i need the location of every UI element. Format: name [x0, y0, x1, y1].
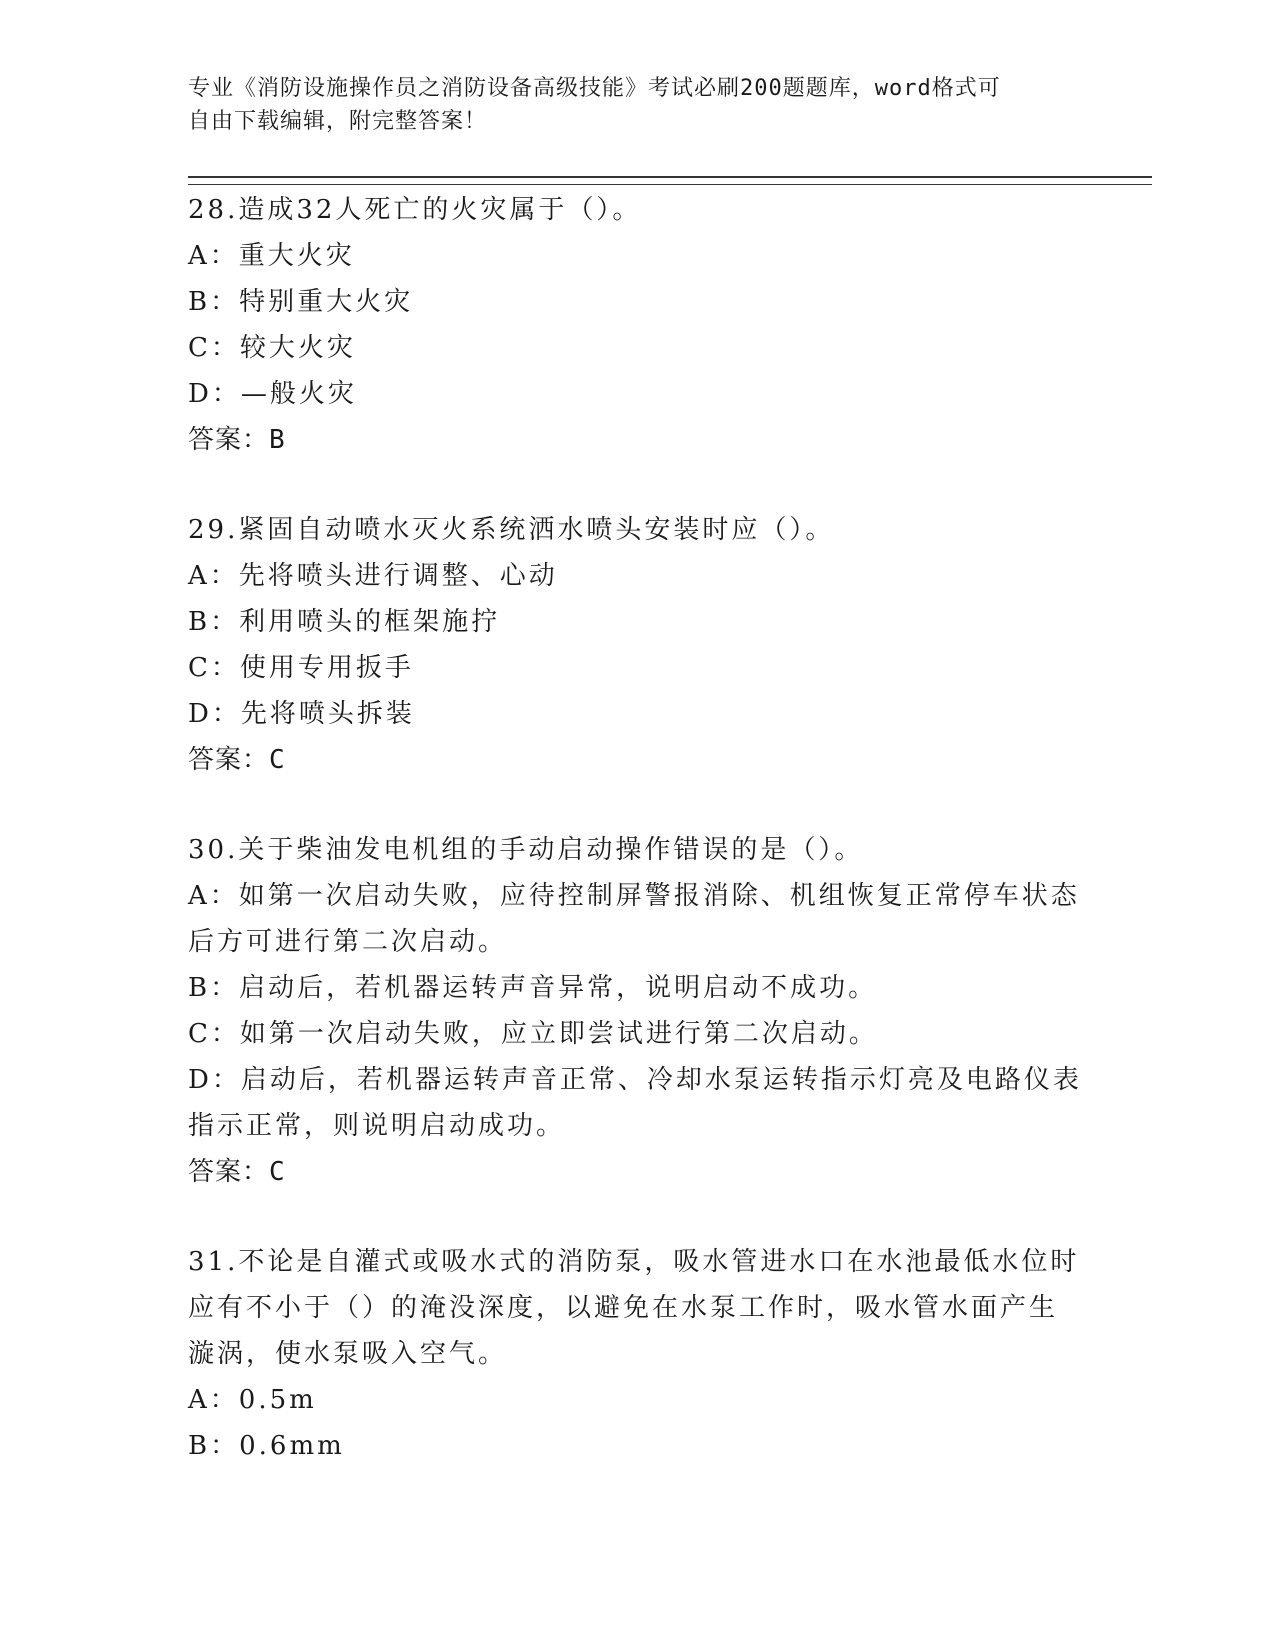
answer-line: 答案：B [188, 425, 286, 455]
question-block [188, 827, 1088, 1195]
question-stem-line: 28.造成32人死亡的火灾属于（）。 [188, 195, 642, 225]
document-header [188, 72, 1068, 138]
question-stem-line: 30.关于柴油发电机组的手动启动操作错误的是（）。 [188, 835, 864, 865]
option-line: D：先将喷头拆装 [188, 699, 415, 729]
option-line: 指示正常，则说明启动成功。 [188, 1111, 566, 1141]
question-block [188, 187, 1088, 463]
option-line: C：较大火灾 [188, 333, 356, 363]
question-stem-line: 31.不论是自灌式或吸水式的消防泵，吸水管进水口在水池最低水位时 [188, 1247, 1080, 1277]
question-stem-line: 漩涡，使水泵吸入空气。 [188, 1339, 508, 1369]
question-stem-line: 29.紧固自动喷水灭火系统洒水喷头安装时应（）。 [188, 515, 835, 545]
header-line-2: 自由下载编辑，附完整答案！ [188, 109, 488, 134]
option-line: A：如第一次启动失败，应待控制屏警报消除、机组恢复正常停车状态 [188, 881, 1080, 911]
answer-line: 答案：C [188, 745, 286, 775]
option-line: A：0.5m [188, 1385, 317, 1415]
option-line: A：重大火灾 [188, 241, 355, 271]
option-line: A：先将喷头进行调整、心动 [188, 561, 558, 591]
header-line-1: 专业《消防设施操作员之消防设备高级技能》考试必刷200题题库，word格式可 [188, 76, 1001, 101]
option-line: B：特别重大火灾 [188, 287, 414, 317]
option-line: 后方可进行第二次启动。 [188, 927, 508, 957]
question-block [188, 1239, 1088, 1469]
option-line: B：0.6mm [188, 1431, 345, 1461]
option-line: B：利用喷头的框架施拧 [188, 607, 501, 637]
option-line: B：启动后，若机器运转声音异常，说明启动不成功。 [188, 973, 878, 1003]
option-line: D：—般火灾 [188, 379, 357, 409]
option-line: C：使用专用扳手 [188, 653, 414, 683]
question-list [188, 187, 1088, 1513]
answer-line: 答案：C [188, 1157, 286, 1187]
question-stem-line: 应有不小于（）的淹没深度，以避免在水泵工作时，吸水管水面产生 [188, 1293, 1059, 1323]
option-line: C：如第一次启动失败，应立即尝试进行第二次启动。 [188, 1019, 878, 1049]
header-divider [188, 176, 1152, 185]
option-line: D：启动后，若机器运转声音正常、冷却水泵运转指示灯亮及电路仪表 [188, 1065, 1082, 1095]
question-block [188, 507, 1088, 783]
